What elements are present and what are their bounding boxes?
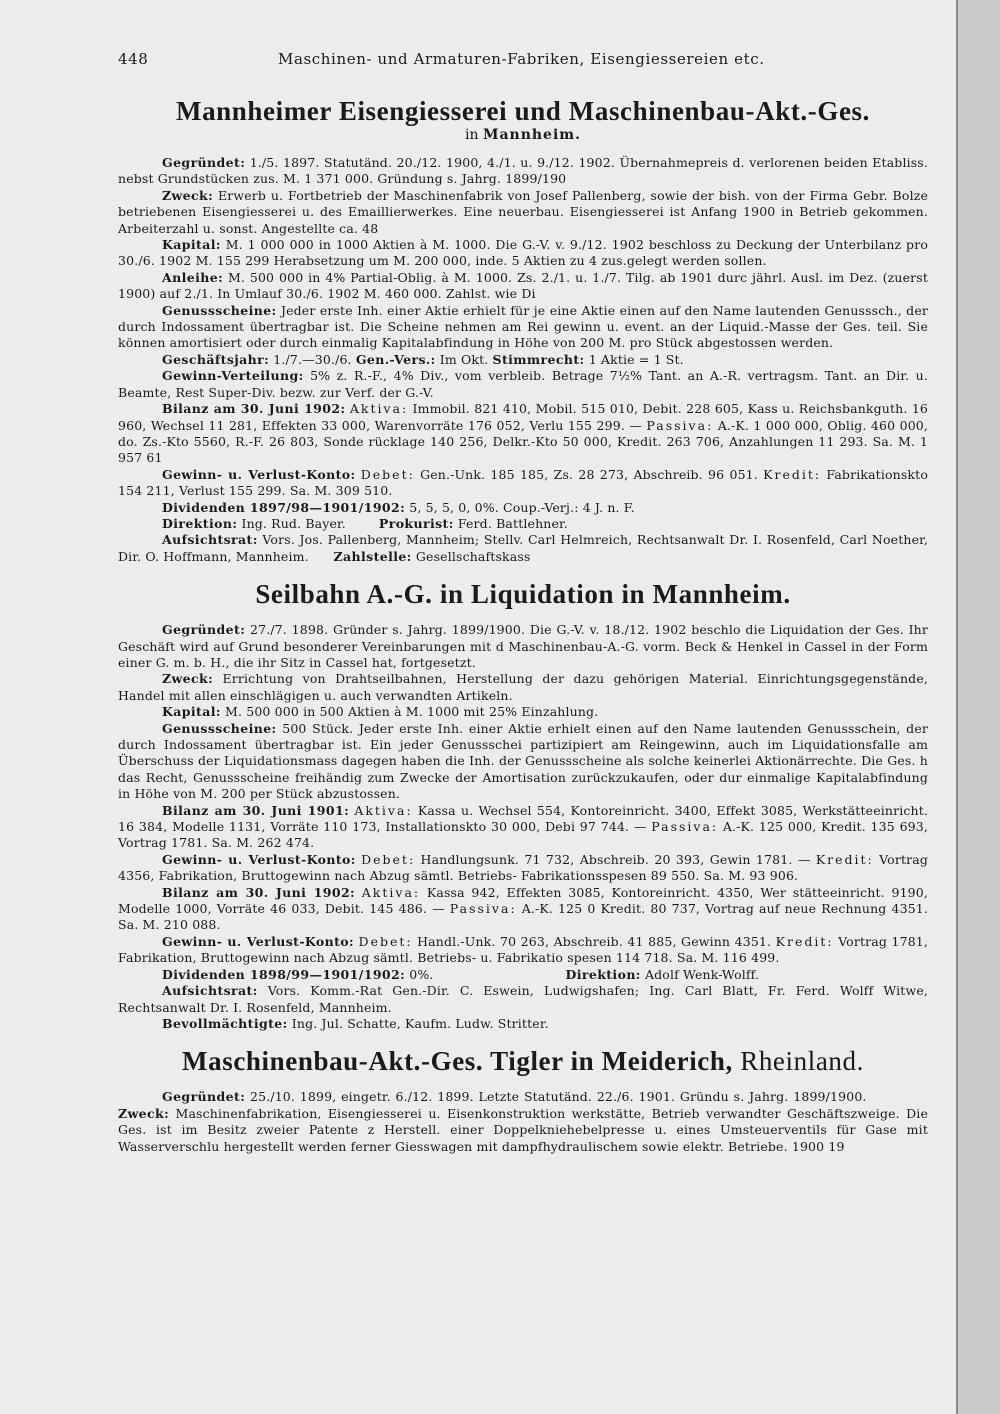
balance-sheet-1902: Bilanz am 30. Juni 1902: Aktiva: Kassa 942, Effekten 3085, Kontoreinricht. 4350, Wer stätteeinricht. 9190, Modelle 1000, Vorräte 46 033, Debit. 145 486. — Passiva: A.-K. 125 0 Kredit. 80 737, Vortrag auf neue Rechnung 4351. Sa. M. 210 088. xyxy=(118,884,929,933)
capital-entry: Kapital: M. 1 000 000 in 1000 Aktien à M. 1000. Die G.-V. v. 9./12. 1902 beschloss zu Deckung der Unterbilanz pro 30./6. 1902 M. 155 299 Herabsetzung um M. 200 000, inde. 5 Aktien zu 4 zus.gelegt werden sollen. xyxy=(118,237,929,269)
header-title: Maschinen- und Armaturen-Fabriken, Eisengiessereien etc. xyxy=(278,50,765,68)
management-entry: Direktion: Ing. Rud. Bayer. Prokurist: Ferd. Battlehner. xyxy=(162,515,568,531)
supervisory-board-entry: Aufsichtsrat: Vors. Komm.-Rat Gen.-Dir. C. Eswein, Ludwigshafen; Ing. Carl Blatt, Fr. Ferd. Wolff Witwe, Rechtsanwalt Dr. I. Rosenfeld, Mannheim. xyxy=(118,983,929,1015)
company-title: Maschinenbau-Akt.-Ges. Tigler in Meiderich, Rheinland. xyxy=(182,1046,864,1077)
company-entry-seilbahn xyxy=(118,579,928,1032)
purpose-entry: Zweck: Erwerb u. Fortbetrieb der Maschinenfabrik von Josef Pallenberg, sowie der bish. von der Firma Gebr. Bolze betriebenen Eisengiesserei u. des Emaillierwerkes. Eine neuerbau. Eisengiesserei ist Anfang 1900 in Betrieb gekommen. Arbeiterzahl u. sonst. Angestellte ca. 48 xyxy=(118,187,928,236)
company-title: Mannheimer Eisengiesserei und Maschinenbau-Akt.-Ges. xyxy=(176,96,870,126)
page-edge-shadow xyxy=(956,0,1000,1414)
company-entry-tigler xyxy=(118,1046,928,1155)
founded-entry: Gegründet: 25./10. 1899, eingetr. 6./12. 1899. Letzte Statutänd. 22./6. 1901. Gründu s. Jahrg. 1899/1900. Zweck: Maschinenfabrikation, Eisengiesserei u. Eisenkonstruktion werkstätte, Betrieb verwandter Geschäftszweige. Die Ges. ist im Besitz zweier Patente z Herstell. einer Doppelkniehebelpresse u. eines Umsteuerventils für Gase mit Wasserverschlu hergestellt werden ferner Giesswagen mit dampfhydraulischem sowie elektr. Betriebe. 1900 19 xyxy=(118,1089,928,1154)
founded-entry: Gegründet: 27./7. 1898. Gründer s. Jahrg. 1899/1900. Die G.-V. v. 18./12. 1902 beschlo die Liquidation der Ges. Ihr Geschäft wird auf Grund besonderer Vereinbarungen mit d Maschinenbau-A.-G. vorm. Beck & Henkel in Cassel in der Form einer G. m. b. H., die ihr Sitz in Cassel hat, fortgesetzt. xyxy=(118,622,928,670)
balance-sheet-1902: Bilanz am 30. Juni 1902: Aktiva: Immobil. 821 410, Mobil. 515 010, Debit. 228 605, Kass u. Reichsbankguth. 16 960, Wechsel 11 281, Effekten 33 000, Warenvorräte 176 052, Verlu 155 299. — Passiva: A.-K. 1 000 000, Oblig. 460 000, do. Zs.-Kto 5560, R.-F. 26 803, Sonde rücklage 140 256, Delkr.-Kto 50 000, Kredit. 263 706, Anzahlungen 11 293. Sa. M. 1 957 61 xyxy=(118,401,929,466)
company-entry-mannheimer-eisengiesserei xyxy=(118,96,928,565)
page-number: 448 xyxy=(118,50,149,68)
supervisory-board-entry: Aufsichtsrat: Vors. Jos. Pallenberg, Mannheim; Stellv. Carl Helmreich, Rechtsanwalt Dr. I. Rosenfeld, Carl Noether, Dir. O. Hoffmann, Mannheim. Zahlstelle: Gesellschaftskass xyxy=(118,532,928,564)
profit-distribution-entry: Gewinn-Verteilung: 5% z. R.-F., 4% Div., vom verbleib. Betrage 7½% Tant. an A.-R. vertragsm. Tant. an Dir. u. Beamte, Rest Super-Div. bezw. zur Verf. der G.-V. xyxy=(118,368,929,400)
authorized-representatives-entry: Bevollmächtigte: Ing. Jul. Schatte, Kaufm. Ludw. Stritter. xyxy=(162,1015,549,1031)
dividends-entry: Dividenden 1898/99—1901/1902: 0%. Direktion: Adolf Wenk-Wolff. xyxy=(162,966,760,982)
purpose-entry: Zweck: Errichtung von Drahtseilbahnen, Herstellung der dazu gehörigen Material. Einrichtungsgegenstände, Handel mit allen einschlägigen u. auch verwandten Artikeln. xyxy=(118,671,929,703)
company-region: Rheinland. xyxy=(740,1046,864,1077)
company-location: in Mannheim. xyxy=(465,127,581,143)
profit-loss-account-1902: Gewinn- u. Verlust-Konto: Debet: Handl.-Unk. 70 263, Abschreib. 41 885, Gewinn 4351. Kredit: Vortrag 1781, Fabrikation, Bruttogewinn nach Abzug sämtl. Betriebs- u. Fabrikatio spesen 114 718. Sa. M. 116 499. xyxy=(118,933,929,966)
profit-loss-account-1901: Gewinn- u. Verlust-Konto: Debet: Handlungsunk. 71 732, Abschreib. 20 393, Gewin 1781. — Kredit: Vortrag 4356, Fabrikation, Bruttogewinn nach Abzug sämtl. Betriebs- Fabrikationsspesen 89 550. Sa. M. 93 906. xyxy=(118,851,928,884)
company-title: Seilbahn A.-G. in Liquidation in Mannheim. xyxy=(255,579,791,610)
capital-entry: Kapital: M. 500 000 in 500 Aktien à M. 1000 mit 25% Einzahlung. xyxy=(162,704,599,720)
fiscal-year-entry: Geschäftsjahr: 1./7.—30./6. Gen.-Vers.: Im Okt. Stimmrecht: 1 Aktie = 1 St. xyxy=(162,351,684,367)
profit-loss-account: Gewinn- u. Verlust-Konto: Debet: Gen.-Unk. 185 185, Zs. 28 273, Abschreib. 96 051. Kredit: Fabrikationskto 154 211, Verlust 155 299. Sa. M. 309 510. xyxy=(118,466,929,499)
page-content xyxy=(118,92,928,1155)
profit-shares-entry: Genussscheine: Jeder erste Inh. einer Aktie erhielt für je eine Aktie einen auf den Name lautenden Genusssch., der durch Indossament übertragbar ist. Die Scheine nehmen am Rei gewinn u. event. an der Liquid.-Masse der Ges. teil. Sie können amortisiert oder durch einmalig Kapitalabfindung in Höhe von 200 M. pro Stück abgestossen werden. xyxy=(118,302,929,351)
dividends-entry: Dividenden 1897/98—1901/1902: 5, 5, 5, 0, 0%. Coup.-Verj.: 4 J. n. F. xyxy=(162,499,635,515)
loan-entry: Anleihe: M. 500 000 in 4% Partial-Oblig. à M. 1000. Zs. 2./1. u. 1./7. Tilg. ab 1901 durc jährl. Ausl. im Dez. (zuerst 1900) auf 2./1. In Umlauf 30./6. 1902 M. 460 000. Zahlst. wie Di xyxy=(118,269,928,302)
profit-shares-entry: Genussscheine: 500 Stück. Jeder erste Inh. einer Aktie erhielt einen auf den Name lautenden Genussschein, der durch Indossament übertragbar ist. Ein jeder Genussschei partizipiert am Reingewinn, auch im Liquidationsfalle am Überschuss der Liquidationsmass dagegen haben die Inh. der Genussscheine als solche keinerlei Aktionärrechte. Die Ges. h das Recht, Genussscheine freihändig zum Zwecke der Amortisation zurückzukaufen, oder dur einmalige Kapitalabfindung in Höhe von M. 200 per Stück abzustossen. xyxy=(118,720,928,802)
balance-sheet-1901: Bilanz am 30. Juni 1901: Aktiva: Kassa u. Wechsel 554, Kontoreinricht. 3400, Effekt 3085, Werkstätteeinricht. 16 384, Modelle 1131, Vorräte 110 173, Installationskto 30 000, Debi 97 744. — Passiva: A.-K. 125 000, Kredit. 135 693, Vortrag 1781. Sa. M. 262 474. xyxy=(118,802,929,851)
founded-entry: Gegründet: 1./5. 1897. Statutänd. 20./12. 1900, 4./1. u. 9./12. 1902. Übernahmepreis d. verlorenen beiden Etabliss. nebst Grundstücken zus. M. 1 371 000. Gründung s. Jahrg. 1899/190 xyxy=(118,155,928,187)
